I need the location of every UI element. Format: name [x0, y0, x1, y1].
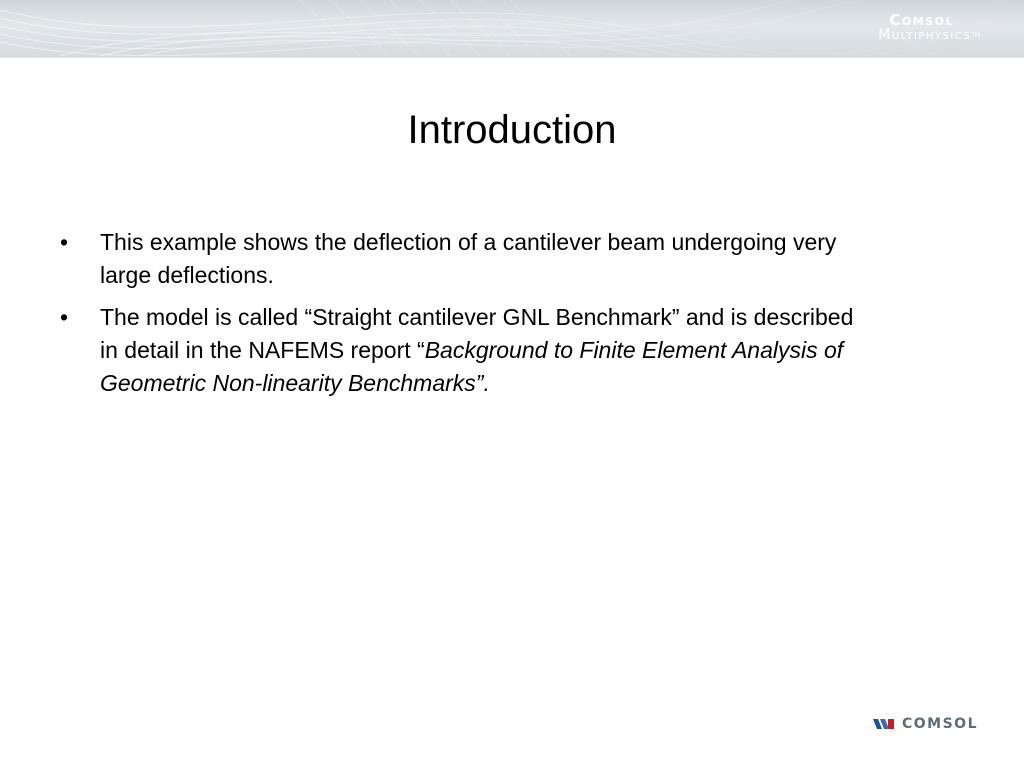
bullet-item	[60, 301, 860, 400]
trademark-mark: TM	[971, 32, 980, 39]
bullet-list	[60, 226, 860, 409]
header-logo-subtitle-text: Multiphysics	[878, 27, 972, 43]
bullet-marker: •	[60, 304, 69, 330]
footer-logo-text: COMSOL	[901, 716, 978, 732]
header-comsol-logo	[878, 13, 980, 43]
bullet-item	[60, 226, 860, 292]
comsol-mark-icon	[873, 718, 895, 730]
report-title-italic: Background to Finite Element Analysis of Geometric Non-linearity Benchmarks”.	[100, 337, 844, 396]
footer-comsol-logo	[873, 716, 978, 732]
header-banner	[0, 0, 1024, 56]
bullet-text: The model is called “Straight cantilever GNL Benchmark” and is described in detail in the NAFEMS report “	[100, 304, 854, 363]
bullet-marker: •	[60, 229, 69, 255]
header-wave-pattern-icon	[0, 0, 1024, 56]
header-shadow	[0, 56, 1024, 59]
header-logo-subtitle	[878, 28, 980, 43]
bullet-text: This example shows the deflection of a cantilever beam undergoing very large deflections.	[100, 229, 837, 288]
header-logo-brand: Comsol	[889, 11, 954, 29]
slide-title: Introduction	[407, 108, 617, 152]
